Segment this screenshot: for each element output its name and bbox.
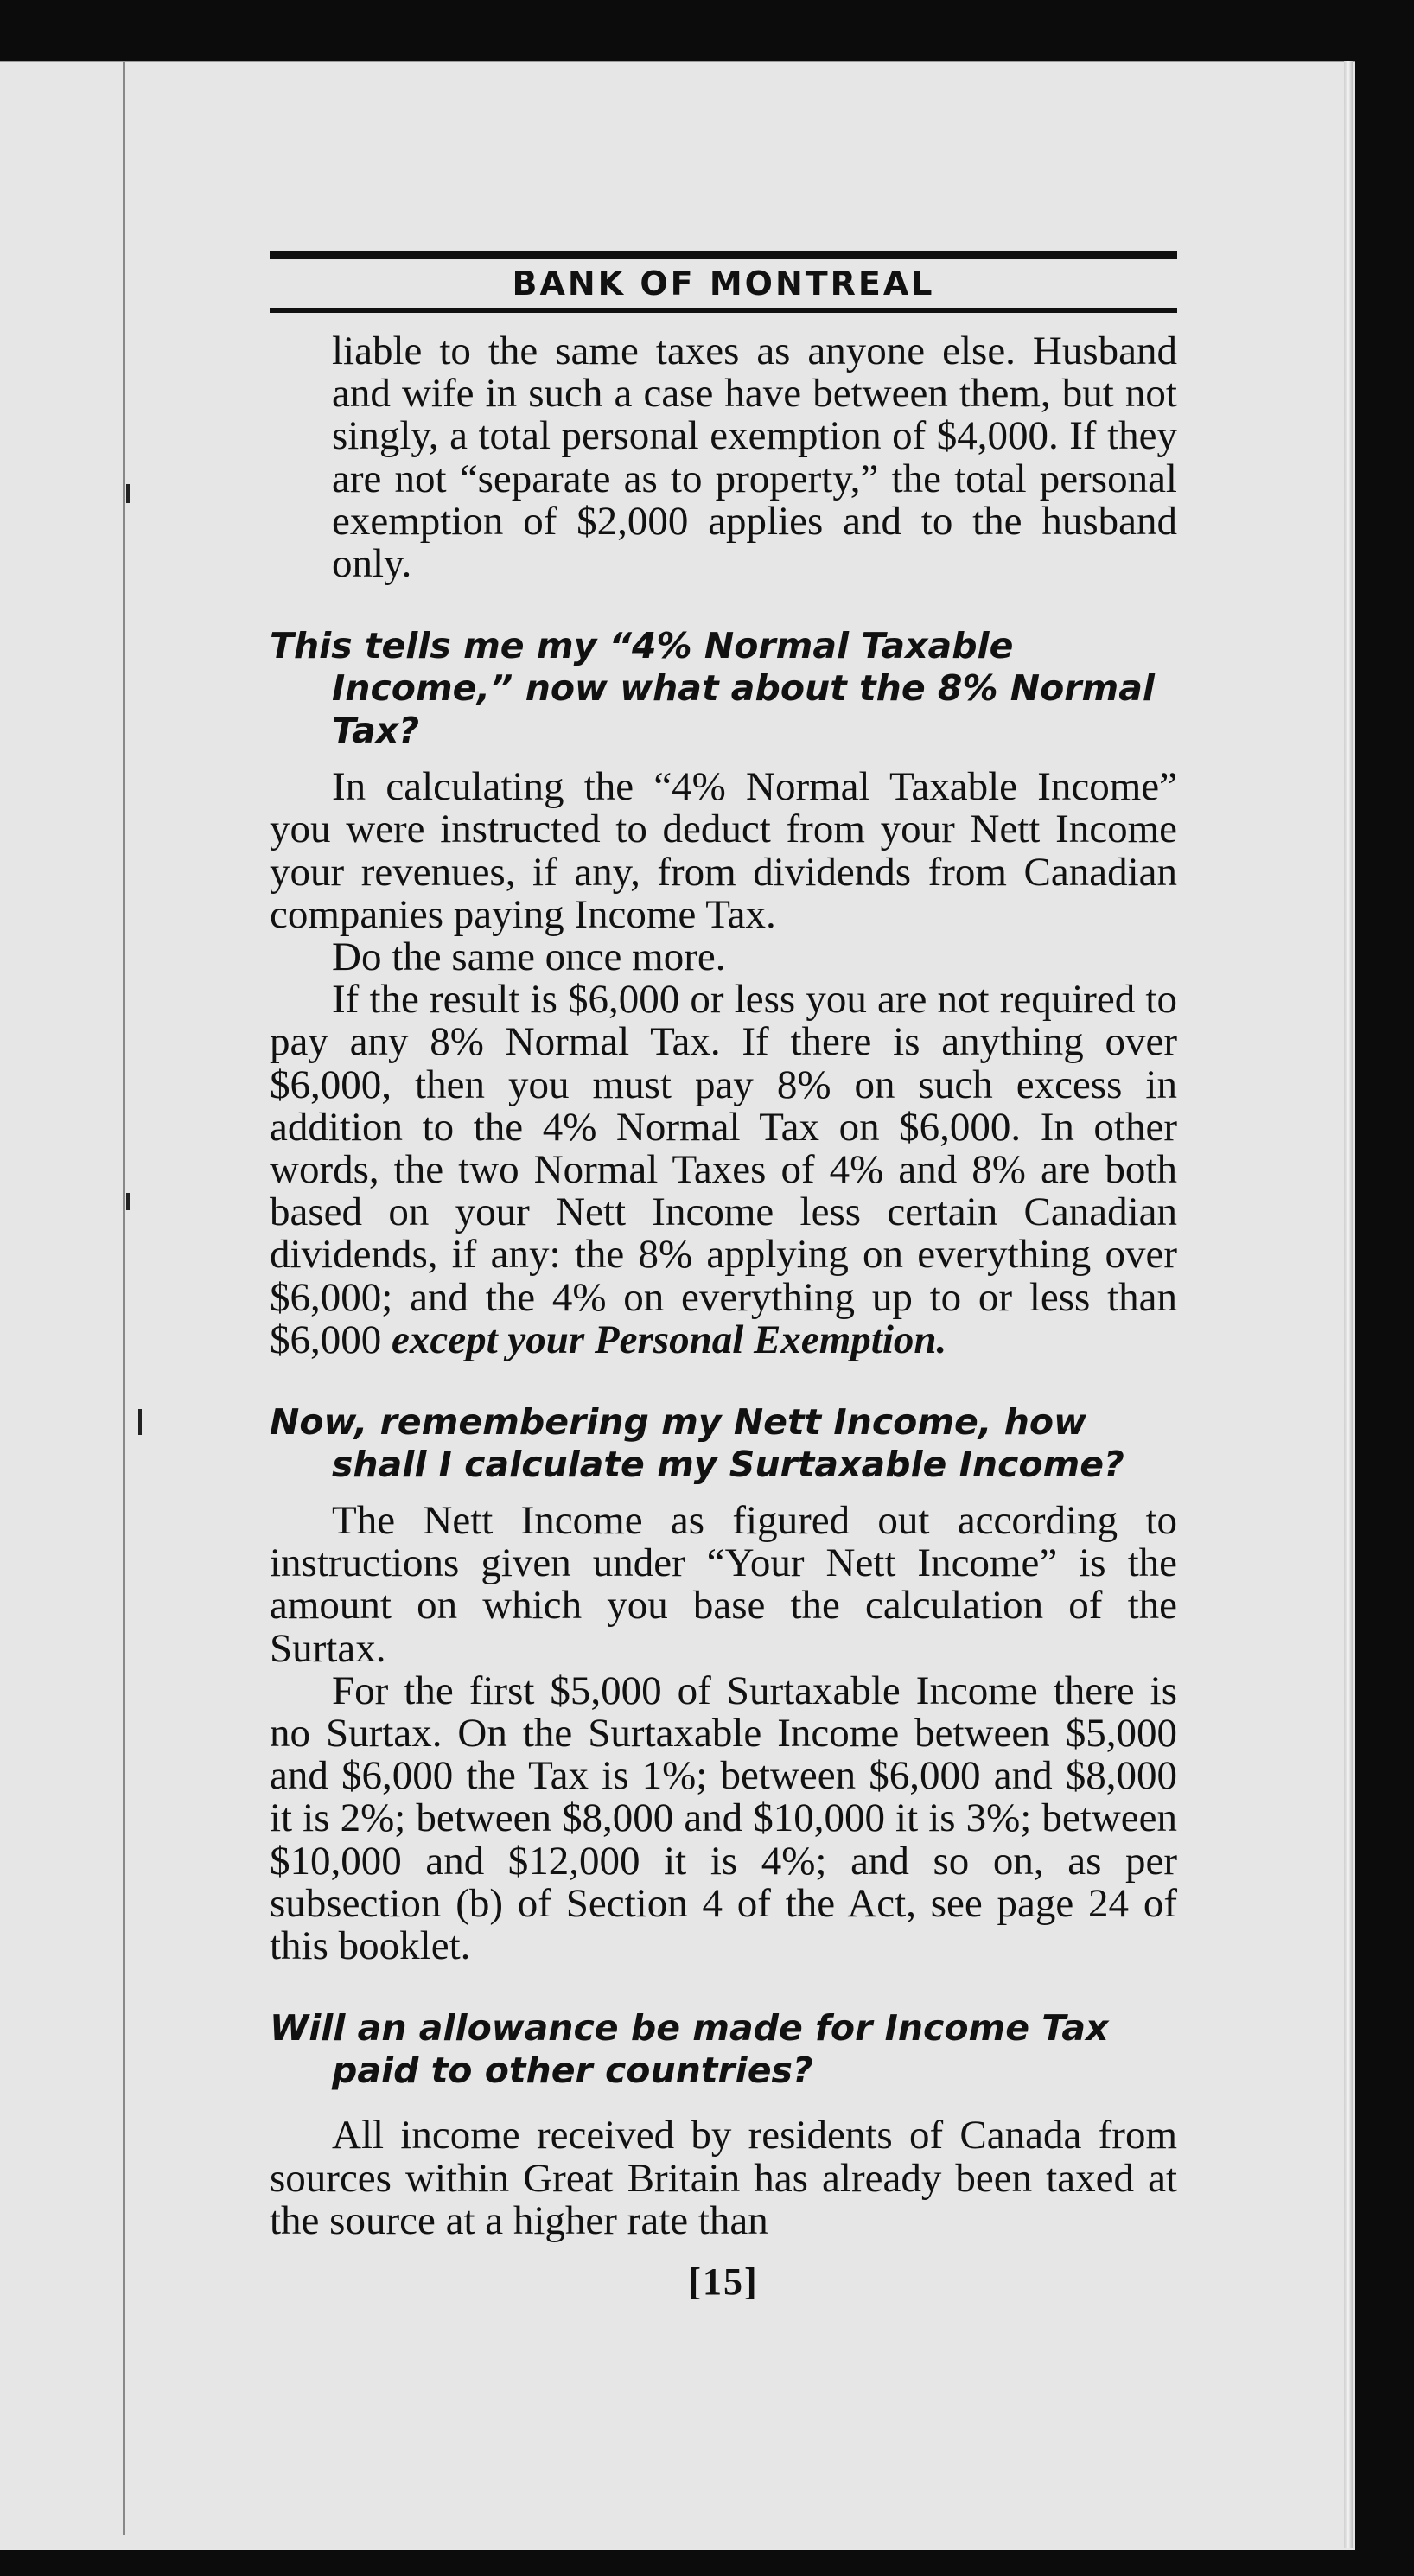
paragraph: Do the same once more. xyxy=(332,934,726,980)
margin-mark xyxy=(138,1409,142,1435)
book-spine xyxy=(123,62,125,2535)
paragraph: The Nett Income as figured out according to instructions given under “Your Nett Income” is the amount on which you base the calculation of the Surtax. xyxy=(270,1498,1177,1671)
intro-paragraph: liable to the same taxes as anyone else. Husband and wife in such a case have between them, but not singly, a total personal exemption of $4,000. If they are not “separate as to property,” the total personal exemption of $2,000 applies and to the husband only. xyxy=(332,328,1177,587)
page-edge xyxy=(1344,61,1353,2548)
paragraph: In calculating the “4% Normal Taxable Income” you were instructed to deduct from your Nett Income your revenues, if any, from dividends from Canadian companies paying Income Tax. xyxy=(270,764,1177,937)
paragraph-text: If the result is $6,000 or less you are not required to pay any 8% Normal Tax. If there is anything over $6,000, then you must pay 8% on such excess in addition to the 4% Normal Tax on $6,000. In other words, the two Normal Taxes of 4% and 8% are both based on your Nett Income less certain Canadian dividends, if any: the 8% applying on everything over $6,000; and the 4% on everything up to or less than $6,000 xyxy=(270,977,1177,1362)
section-heading-foreign-tax: Will an allowance be made for Income Tax paid to other countries? xyxy=(270,2007,1109,2092)
section-heading-normal-tax: This tells me my “4% Normal Taxable Income,” now what about the 8% Normal Tax? xyxy=(270,625,1155,752)
paragraph xyxy=(270,979,1177,1361)
margin-mark xyxy=(126,1193,130,1210)
page-number: [15] xyxy=(688,2260,759,2303)
emphasis-text: except your Personal Exemption. xyxy=(392,1317,947,1362)
header-rule-top xyxy=(270,251,1177,259)
page-content xyxy=(270,251,1177,2304)
section-heading-surtax: Now, remembering my Nett Income, how shall I calculate my Surtaxable Income? xyxy=(270,1401,1124,1486)
paragraph: All income received by residents of Canada from sources within Great Britain has already been taxed at the source at a higher rate than xyxy=(270,2113,1177,2243)
margin-mark xyxy=(126,484,130,503)
paragraph: For the first $5,000 of Surtaxable Income there is no Surtax. On the Surtaxable Income between $5,000 and $6,000 the Tax is 1%; between $6,000 and $8,000 it is 2%; between $8,000 and $10,000 it is 3%; between $10,000 and $12,000 it is 4%; and so on, as per subsection (b) of Section 4 of the Act, see page 24 of this booklet. xyxy=(270,1667,1177,1969)
running-header: BANK OF MONTREAL xyxy=(512,265,935,303)
